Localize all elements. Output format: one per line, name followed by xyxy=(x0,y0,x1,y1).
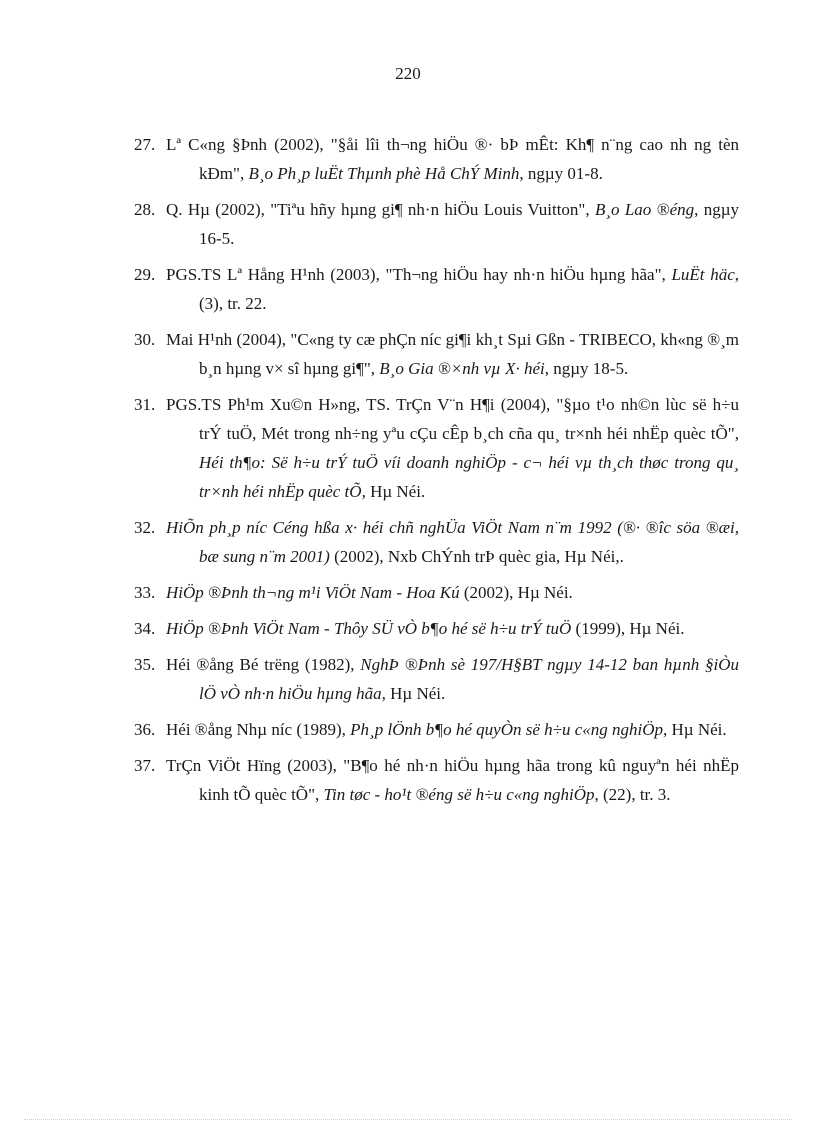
reference-title: B¸o Lao ®éng xyxy=(594,200,695,219)
reference-title: Héi th¶o: Së h÷u trÝ tuÖ víi doanh nghiÖp - c¬ héi vµ th¸ch thøc trong qu¸ tr×nh héi nhËp quèc tÕ xyxy=(199,453,739,501)
reference-number: 32. xyxy=(134,518,156,537)
reference-text: , ngµy 18-5. xyxy=(544,359,629,378)
reference-text: , Hµ Néi. xyxy=(663,720,727,739)
reference-item xyxy=(134,325,739,383)
reference-item xyxy=(134,260,739,318)
reference-text: , (22), tr. 3. xyxy=(594,785,671,804)
reference-title: Ph¸p lÖnh b¶o hé quyÒn së h÷u c«ng nghiÖp xyxy=(350,720,664,739)
reference-number: 35. xyxy=(134,655,156,674)
reference-item xyxy=(134,614,739,643)
reference-text: Q. Hµ (2002), "Tiªu hñy hµng gi¶ nh·n hiÖu Louis Vuitton", xyxy=(166,200,595,219)
reference-item xyxy=(134,578,739,607)
reference-item xyxy=(134,195,739,253)
reference-text: , ngµy 01-8. xyxy=(519,164,603,183)
reference-title: HiÖp ®Þnh th¬ng m¹i ViÖt Nam - Hoa Kú xyxy=(166,583,460,602)
reference-title: B¸o Gia ®×nh vµ X· héi xyxy=(379,359,545,378)
reference-text: , (3), tr. 22. xyxy=(199,265,740,313)
reference-item xyxy=(134,513,739,571)
reference-text: , Hµ Néi. xyxy=(381,684,446,703)
reference-item xyxy=(134,751,739,809)
reference-number: 37. xyxy=(134,756,156,775)
reference-text: Héi ®ång Nhµ níc (1989), xyxy=(166,720,351,739)
reference-number: 31. xyxy=(134,395,156,414)
reference-text: PGS.TS Ph¹m Xu©n H»ng, TS. TrÇn V¨n H¶i (2004), "§µo t¹o nh©n lùc së h÷u trÝ tuÖ, Mét trong nh÷ng yªu cÇu cÊp b¸ch cña qu¸ tr×nh héi nhËp quèc tÕ", xyxy=(166,395,739,443)
reference-text: (2002), Hµ Néi. xyxy=(459,583,573,602)
reference-text: , Hµ Néi. xyxy=(361,482,426,501)
reference-number: 36. xyxy=(134,720,156,739)
reference-title: NghÞ ®Þnh sè 197/H§BT ngµy 14-12 ban hµnh §iÒu lÖ vÒ nh·n hiÖu hµng hãa xyxy=(199,655,739,703)
reference-item xyxy=(134,715,739,744)
reference-title: HiÕn ph¸p níc Céng hßa x· héi chñ nghÜa ViÖt Nam n¨m 1992 (®· ®îc söa ®æi, bæ sung n¨m 2001) xyxy=(166,518,739,566)
reference-number: 28. xyxy=(134,200,156,219)
reference-text: Mai H¹nh (2004), "C«ng ty cæ phÇn níc gi¶i kh¸t Sµi Gßn - TRIBECO, kh«ng ®¸m b¸n hµng v× sî hµng gi¶", xyxy=(166,330,739,378)
reference-item xyxy=(134,390,739,506)
reference-list xyxy=(134,130,739,816)
reference-item xyxy=(134,650,739,708)
page-divider xyxy=(24,1119,792,1120)
reference-text: (2002), Nxb ChÝnh trÞ quèc gia, Hµ Néi,. xyxy=(329,547,624,566)
reference-title: Tin tøc - ho¹t ®éng së h÷u c«ng nghiÖp xyxy=(323,785,595,804)
reference-text: (1999), Hµ Néi. xyxy=(571,619,685,638)
reference-text: PGS.TS Lª Hång H¹nh (2003), "Th¬ng hiÖu hay nh·n hiÖu hµng hãa", xyxy=(166,265,672,284)
reference-number: 33. xyxy=(134,583,156,602)
reference-title: HiÖp ®Þnh ViÖt Nam - Thôy SÜ vÒ b¶o hé së h÷u trÝ tuÖ xyxy=(166,619,572,638)
reference-number: 27. xyxy=(134,135,156,154)
reference-text: TrÇn ViÖt Hïng (2003), "B¶o hé nh·n hiÖu hµng hãa trong kû nguyªn héi nhËp kinh tÕ quèc tÕ", xyxy=(166,756,739,804)
reference-title: B¸o Ph¸p luËt Thµnh phè Hå ChÝ Minh xyxy=(248,164,520,183)
reference-title: LuËt häc xyxy=(671,265,735,284)
page-number: 220 xyxy=(395,64,421,83)
reference-number: 29. xyxy=(134,265,156,284)
reference-number: 34. xyxy=(134,619,156,638)
reference-text: , ngµy 16-5. xyxy=(199,200,739,248)
reference-item xyxy=(134,130,739,188)
reference-number: 30. xyxy=(134,330,156,349)
reference-text: Lª C«ng §Þnh (2002), "§åi lîi th¬ng hiÖu ®· bÞ mÊt: Kh¶ n¨ng cao nh ng tèn kÐm", xyxy=(166,135,739,183)
reference-text: Héi ®ång Bé trëng (1982), xyxy=(166,655,361,674)
